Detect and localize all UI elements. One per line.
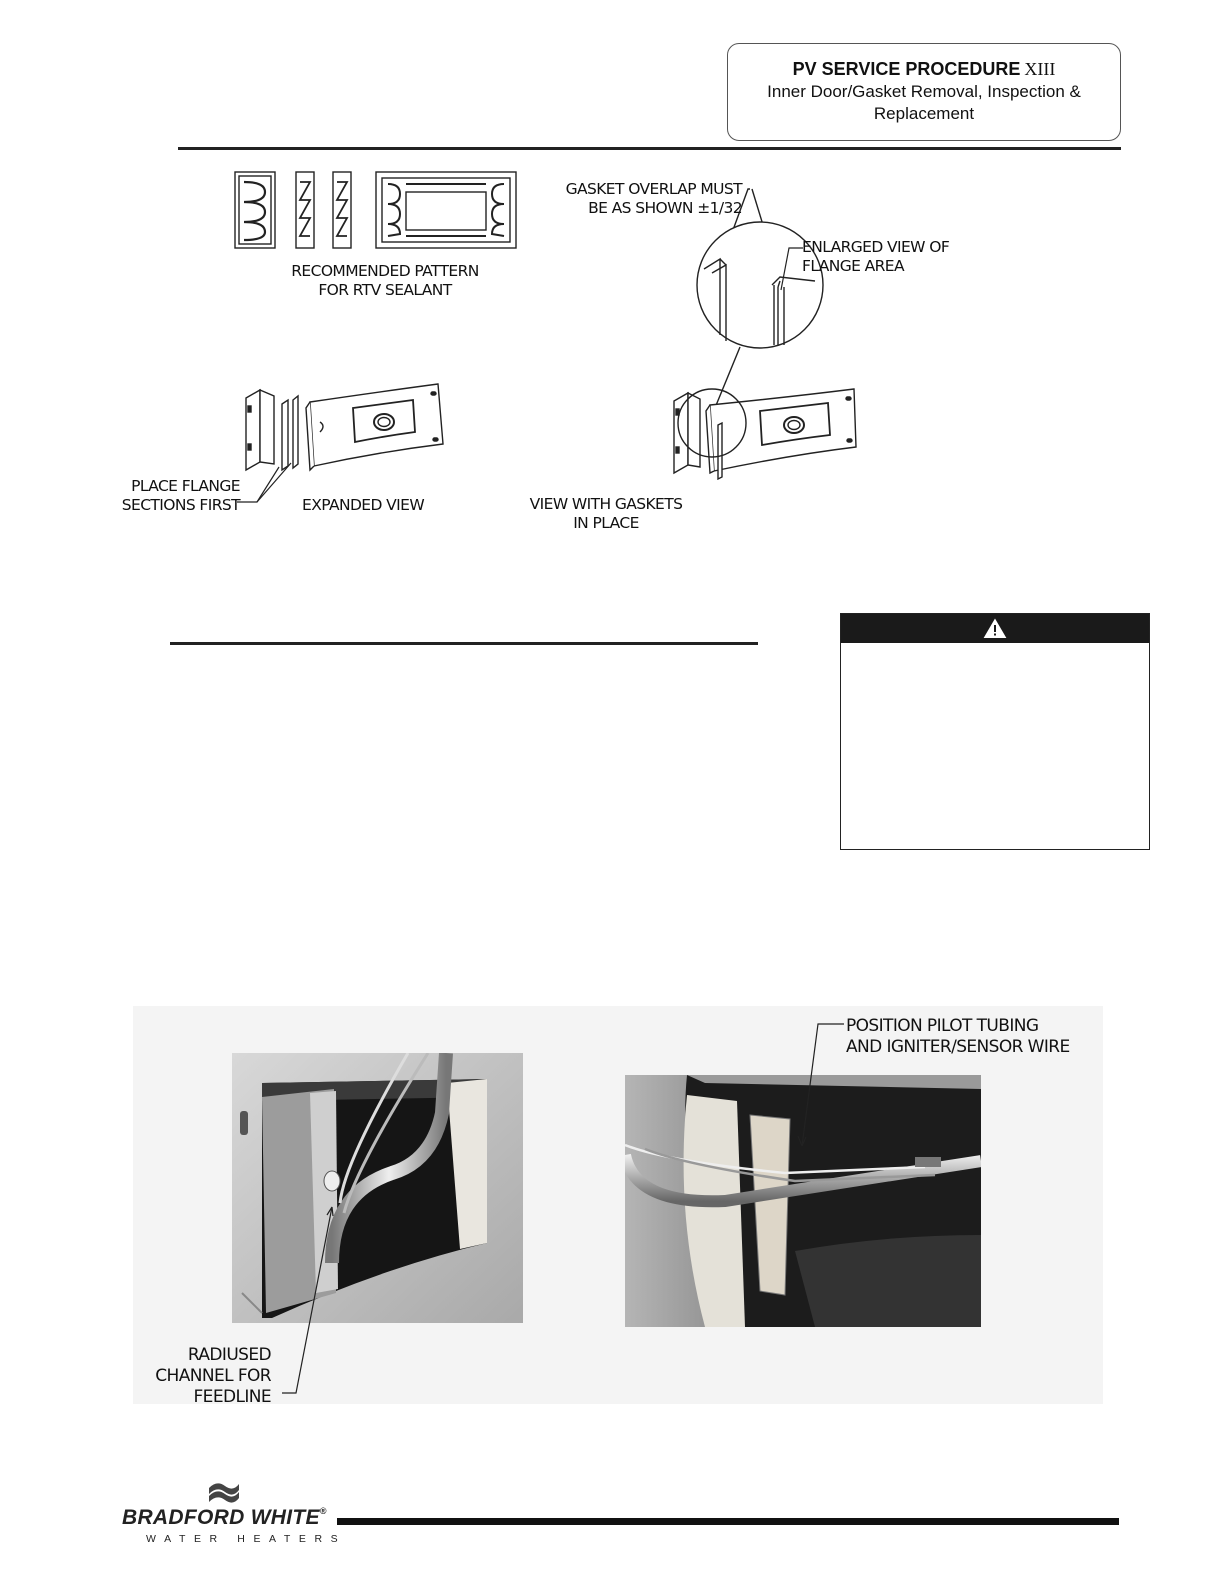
warning-box [840, 613, 1150, 850]
label-recommended-pattern [270, 262, 500, 300]
brand-name-text: BRADFORD WHITE [122, 1506, 320, 1529]
label-position-pilot-tubing [846, 1016, 1070, 1058]
label-gasket-overlap [556, 180, 742, 218]
label-place-flange [116, 477, 240, 515]
label-radiused-channel [133, 1345, 271, 1408]
header-rule [178, 147, 1121, 150]
label-inplace-line2: IN PLACE [573, 514, 639, 532]
rtv-pattern-diagram [230, 168, 530, 254]
header-title: PV SERVICE PROCEDURE [792, 59, 1021, 79]
label-enlarged-line2: FLANGE AREA [802, 257, 905, 275]
label-position-line1: POSITION PILOT TUBING [846, 1016, 1039, 1036]
label-position-line2: AND IGNITER/SENSOR WIRE [846, 1037, 1070, 1057]
label-overlap-line1: GASKET OVERLAP MUST [565, 180, 742, 198]
brand-name [122, 1506, 327, 1530]
label-enlarged-view [802, 238, 949, 276]
warning-header [841, 614, 1149, 643]
photo-radiused-channel [232, 1053, 523, 1323]
warning-triangle-icon [983, 618, 1007, 639]
header-subtitle: Inner Door/Gasket Removal, Inspection & Replacement [767, 82, 1081, 123]
label-flange-line1: PLACE FLANGE [131, 477, 240, 495]
label-pattern-line2: FOR RTV SEALANT [318, 281, 452, 299]
label-flange-line2: SECTIONS FIRST [121, 496, 240, 514]
label-channel-line3: FEEDLINE [193, 1387, 271, 1407]
label-channel-line2: CHANNEL FOR [155, 1366, 271, 1386]
label-channel-line1: RADIUSED [187, 1345, 271, 1365]
registered-mark: ® [319, 1506, 327, 1516]
label-expanded-view: EXPANDED VIEW [302, 496, 425, 514]
label-view-with-gaskets [526, 495, 686, 533]
label-inplace-line1: VIEW WITH GASKETS [529, 495, 683, 513]
brand-tagline: WATER HEATERS [146, 1533, 347, 1545]
position-leader-line [788, 1020, 848, 1150]
label-overlap-line2: BE AS SHOWN ±1/32 [588, 199, 742, 217]
flange-leader-lines [235, 455, 295, 505]
header-roman-numeral: XIII [1024, 59, 1056, 79]
enlarged-leader-line [775, 238, 805, 298]
label-pattern-line1: RECOMMENDED PATTERN [291, 262, 479, 280]
channel-leader-line [278, 1205, 338, 1400]
section-rule [170, 642, 758, 645]
label-enlarged-line1: ENLARGED VIEW OF [802, 238, 950, 256]
footer-rule [337, 1518, 1119, 1525]
header-box [727, 43, 1121, 141]
in-place-view-diagram [670, 385, 870, 480]
